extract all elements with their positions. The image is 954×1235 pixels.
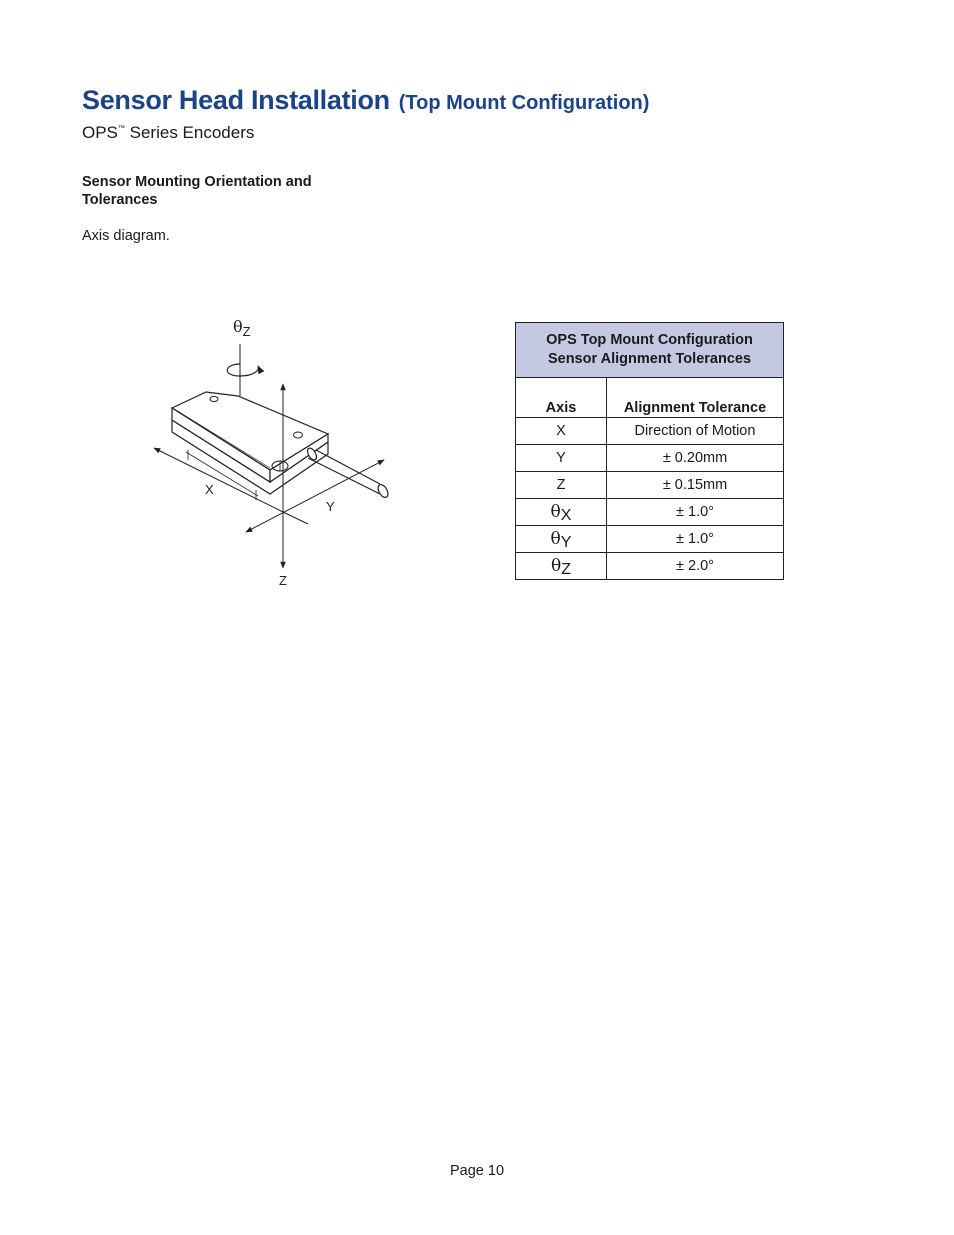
theta-symbol: θ [550, 529, 561, 549]
table-header-line2: Sensor Alignment Tolerances [547, 351, 752, 367]
z-axis-label: Z [279, 573, 287, 588]
page-title-sub: (Top Mount Configuration) [398, 92, 650, 114]
tolerance-cell: ± 0.20mm [607, 445, 784, 472]
tolerance-cell: ± 1.0° [607, 526, 784, 553]
trademark-symbol: ™ [117, 125, 125, 132]
table-row [516, 445, 784, 472]
series-subtitle [82, 123, 254, 143]
series-name: OPS [82, 123, 118, 142]
axis-cell: Y [516, 445, 607, 472]
cable-end [376, 483, 390, 499]
tolerance-cell: ± 1.0° [607, 499, 784, 526]
axis-cell [516, 526, 607, 553]
theta-axis: Z [561, 561, 572, 578]
diagram-caption: Axis diagram. [82, 228, 170, 244]
table-header [516, 323, 784, 378]
column-header-tolerance: Alignment Tolerance [607, 378, 784, 418]
theta-symbol: θ [550, 502, 561, 522]
theta-z-symbol: θ [233, 317, 243, 336]
y-axis-label: Y [326, 499, 335, 514]
axis-cell [516, 499, 607, 526]
theta-axis: X [560, 507, 572, 524]
table-row [516, 472, 784, 499]
theta-axis: Y [560, 534, 572, 551]
axis-cell: Z [516, 472, 607, 499]
table-row [516, 418, 784, 445]
page-title-main: Sensor Head Installation [82, 85, 390, 115]
x-axis-label: X [205, 482, 214, 497]
axis-cell: X [516, 418, 607, 445]
series-suffix: Series Encoders [129, 123, 255, 142]
theta-symbol: θ [550, 556, 562, 576]
page-title [82, 80, 649, 117]
theta-z-axis: Z [242, 324, 251, 339]
rotation-arrow-icon [227, 364, 258, 376]
axis-cell [516, 553, 607, 580]
tolerance-cell: ± 0.15mm [607, 472, 784, 499]
page-number: Page 10 [449, 1163, 505, 1179]
tolerance-cell: Direction of Motion [607, 418, 784, 445]
table-row [516, 499, 784, 526]
axis-diagram [140, 310, 400, 600]
table-row [516, 526, 784, 553]
column-header-axis: Axis [516, 378, 607, 418]
table-header-line1: OPS Top Mount Configuration [546, 332, 753, 348]
theta-z-label [233, 317, 251, 339]
section-heading: Sensor Mounting Orientation and Tolerances [82, 174, 312, 208]
alignment-tolerance-table [515, 322, 784, 580]
tolerance-cell: ± 2.0° [607, 553, 784, 580]
table-row [516, 553, 784, 580]
